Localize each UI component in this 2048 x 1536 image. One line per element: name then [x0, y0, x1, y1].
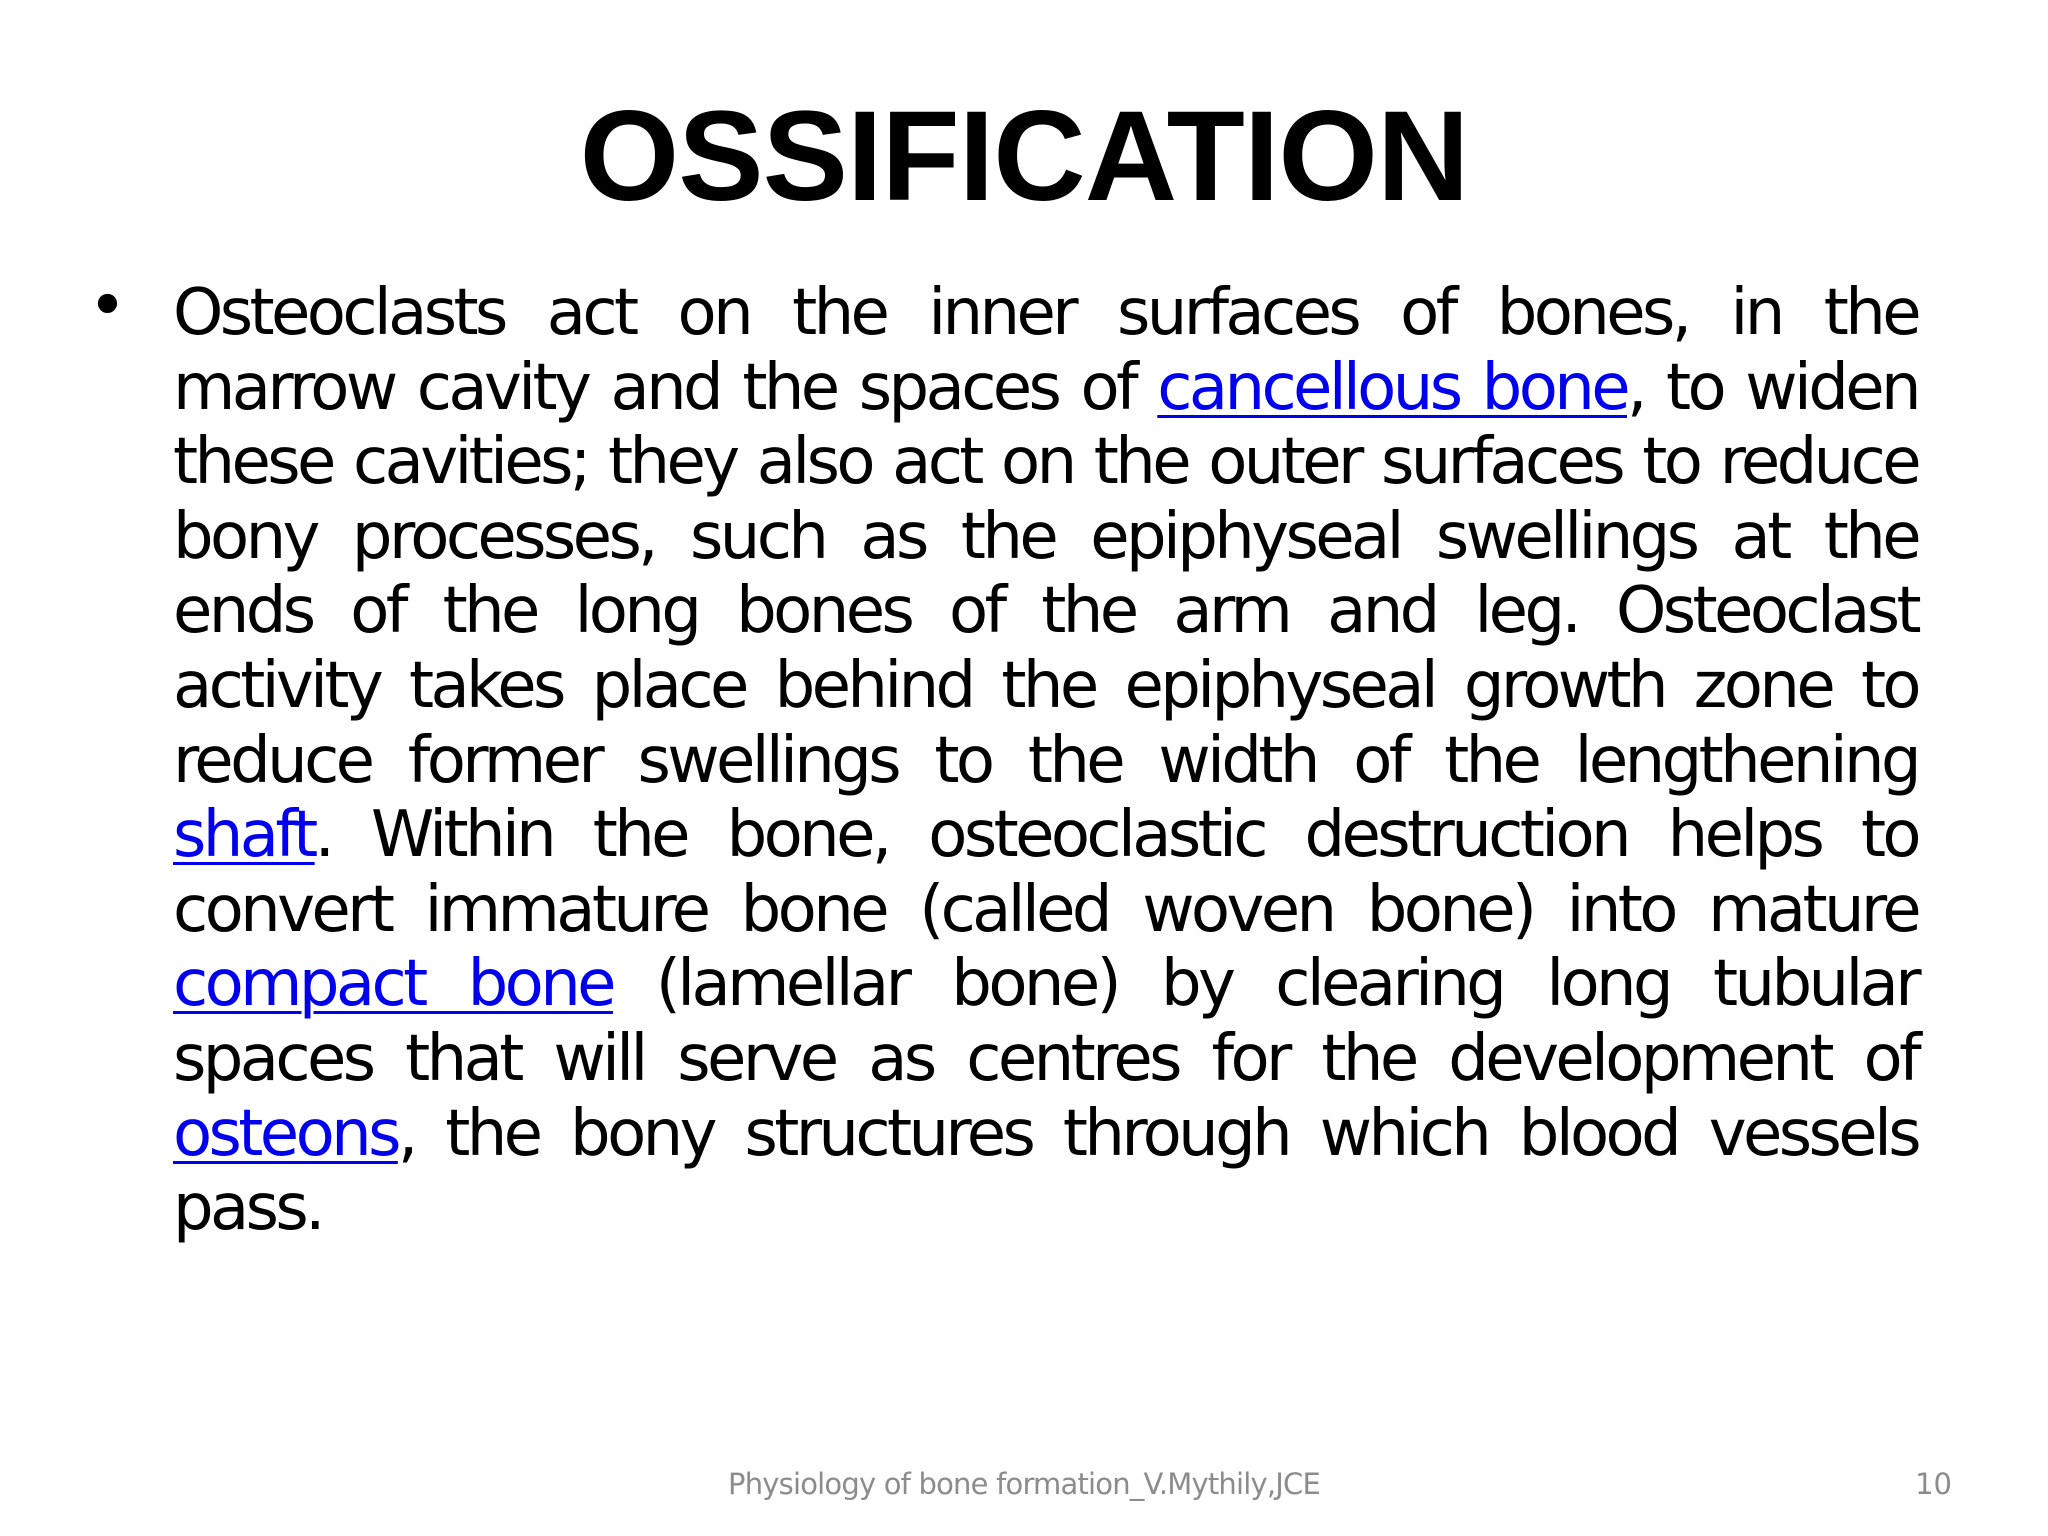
bullet-icon: • — [88, 267, 127, 344]
page-number: 10 — [1915, 1467, 1952, 1501]
body-paragraph — [173, 276, 1918, 1246]
link-cancellous-bone[interactable]: cancellous bone — [1157, 350, 1628, 425]
body-text-5: , the bony structures through which blood vessels pass. — [173, 1096, 1918, 1246]
body-text-3: . Within the bone, osteoclastic destruction helps to convert immature bone (called woven bone) into mature — [173, 798, 1918, 947]
link-shaft[interactable]: shaft — [173, 798, 315, 873]
body-text-4: (lamellar bone) by clearing long tubular spaces that will serve as centres for the development of — [173, 947, 1918, 1096]
slide-footer: Physiology of bone formation_V.Mythily,JCE — [728, 1467, 1320, 1501]
link-compact-bone[interactable]: compact bone — [173, 947, 613, 1022]
slide-title: OSSIFICATION — [579, 85, 1469, 228]
body-text-2: , to widen these cavities; they also act on the outer surfaces to reduce bony processes, such as the epiphyseal swellings at the ends of the long bones of the arm and leg. Osteoclast activity takes place behind the epiphyseal growth zone to reduce former swellings to the width of the lengthening — [173, 350, 1918, 798]
link-osteons[interactable]: osteons — [173, 1096, 398, 1171]
body-text-1: Osteoclasts act on the inner surfaces of bones, in the marrow cavity and the spaces of — [173, 276, 1918, 425]
